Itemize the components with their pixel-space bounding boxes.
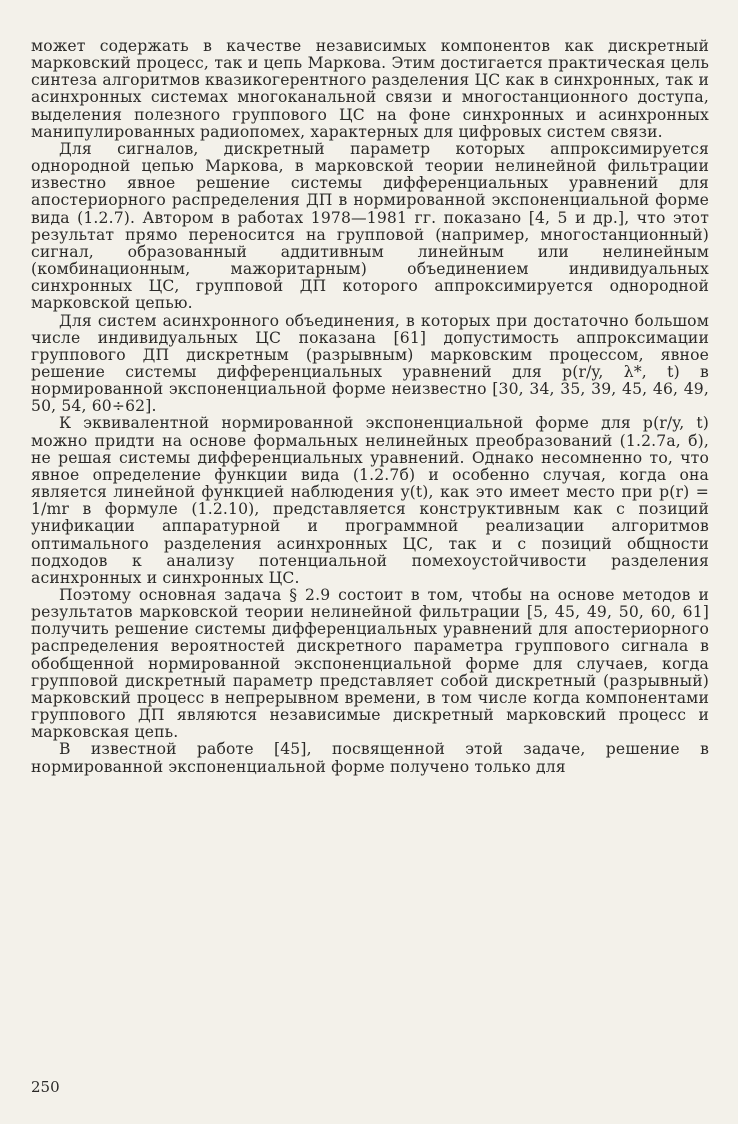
paragraph-asynchronous-systems: Для систем асинхронного объединения, в которых при достаточно большом числе индивидуальных ЦС показана [61] допустимость аппроксимации группового ДП дискретным (разрывным) марковским процессом, явное решение системы дифференциальных уравнений для p(r/y, λ*, t) в нормированной экспоненциальной форме неизвестно [30, 34, 35, 39, 45, 46, 49, 50, 54, 60÷62]. xyxy=(31,311,709,416)
paragraph-continuation: может содержать в качестве независимых компонентов как дискретный марковский процесс, так и цепь Маркова. Этим достигается практическая цель синтеза алгоритмов квазикогерентного разделения ЦС как в синхронных, так и асинхронных системах многоканальной связи и многостанционного доступа, выделения полезного группового ЦС на фоне синхронных и асинхронных манипулированных радиопомех, характерных для цифровых систем связи. xyxy=(31,37,709,141)
paragraph-main-task: Поэтому основная задача § 2.9 состоит в том, чтобы на основе методов и результатов марковской теории нелинейной фильтрации [5, 45, 49, 50, 60, 61] получить решение системы дифференциальных уравнений для апостериорного распределения вероятностей дискретного параметра группового сигнала в обобщенной нормированной экспоненциальной форме для случаев, когда групповой дискретный параметр представляет собой дискретный (разрывный) марковский процесс в непрерывном времени, в том числе когда компонентами группового ДП являются независимые дискретный марковский процесс и марковская цепь. xyxy=(31,586,709,742)
paragraph-known-work: В известной работе [45], посвященной этой задаче, решение в нормированной экспоненциальной форме получено только для xyxy=(31,740,709,776)
paragraph-markov-chain-signals: Для сигналов, дискретный параметр которых аппроксимируется однородной цепью Маркова, в марковской теории нелинейной фильтрации известно явное решение системы дифференциальных уравнений для апостериорного распределения ДП в нормированной экспоненциальной форме вида (1.2.7). Автором в работах 1978—1981 гг. показано [4, 5 и др.], что этот результат прямо переносится на групповой (например, многостанционный) сигнал, образованный аддитивным линейным или нелинейным (комбинационным, мажоритарным) объединением индивидуальных синхронных ЦС, групповой ДП которого аппроксимируется однородной марковской цепью. xyxy=(31,139,709,313)
paragraph-equivalent-form: К эквивалентной нормированной экспоненциальной форме для p(r/y, t) можно придти на основе формальных нелинейных преобразований (1.2.7а, б), не решая системы дифференциальных уравнений. Однако несомненно то, что явное определение функции вида (1.2.7б) и особенно случая, когда она является линейной функцией наблюдения y(t), как это имеет место при p(r) = 1/mr в формуле (1.2.10), представляется конструктивным как с позиций унификации аппаратурной и программной реализации алгоритмов оптимального разделения асинхронных ЦС, так и с позиций общности подходов к анализу потенциальной помехоустойчивости разделения асинхронных и синхронных ЦС. xyxy=(31,414,709,587)
main-text xyxy=(31,38,709,776)
page-number: 250 xyxy=(31,1078,60,1096)
